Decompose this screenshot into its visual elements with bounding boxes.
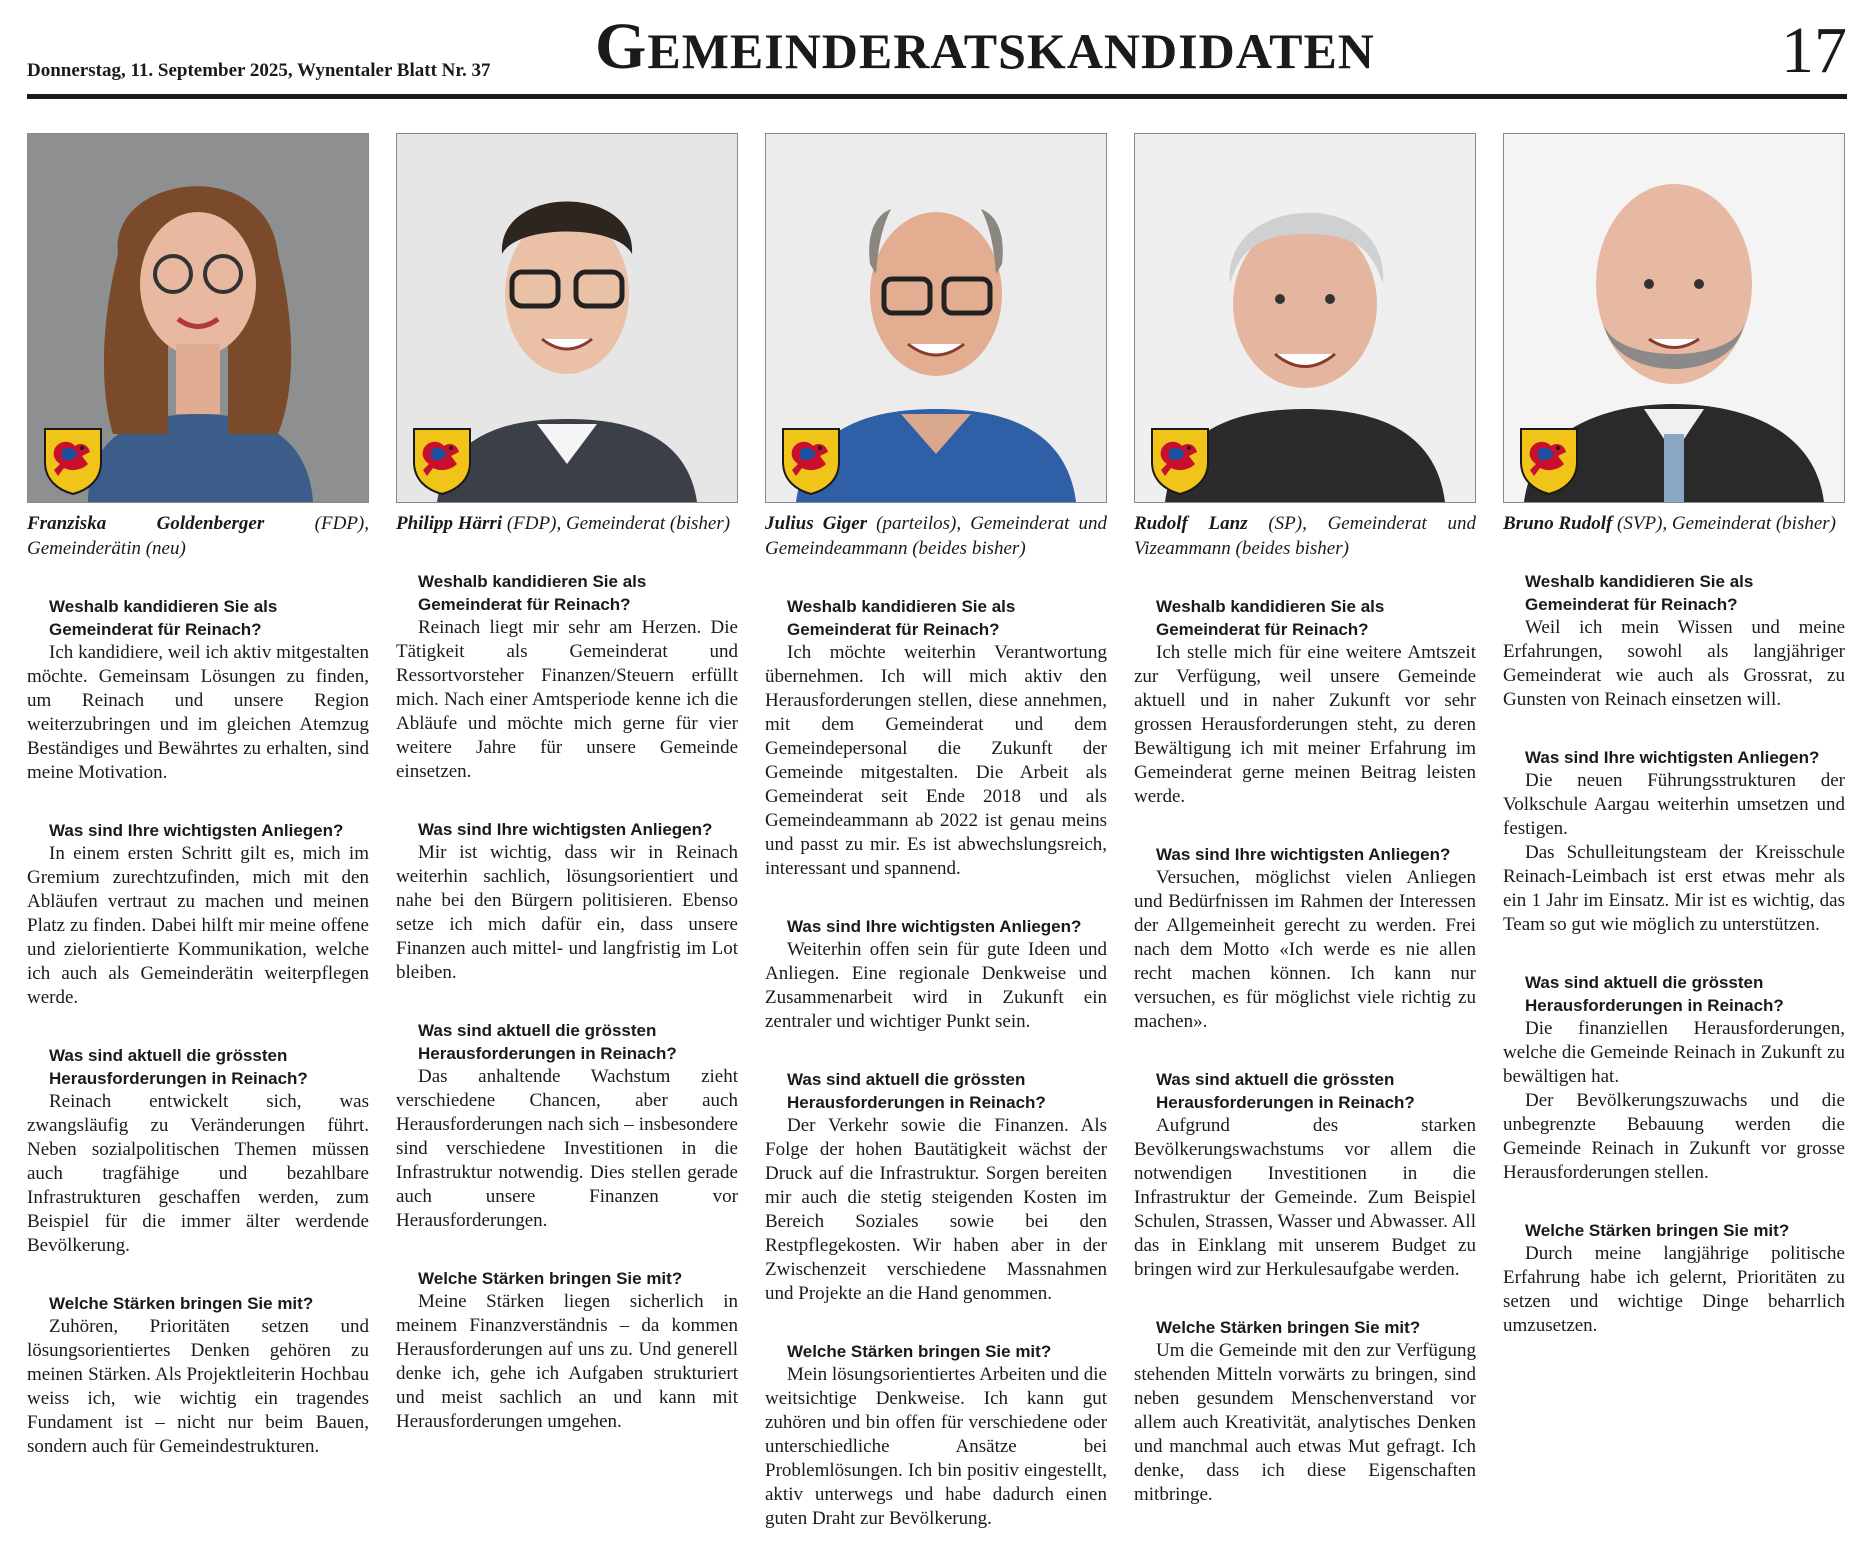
candidate-photo [396,133,738,503]
reinach-crest-icon [411,426,473,496]
candidate-column-5 [1503,133,1845,1338]
question-1: Weshalb kandidieren Sie als Gemeinderat für Reinach? [49,597,278,639]
answer-3: Das anhaltende Wachstum zieht verschiedene Chancen, aber auch Herausforderungen nach sich – insbesondere sind verschiedene Investitionen in die Infrastruktur notwendig. Dies stellen gerade auch unsere Finanzen vor Herausforderungen. [396,1066,738,1231]
question-2: Was sind Ihre wichtigsten Anliegen? [787,917,1082,936]
question-3: Was sind aktuell die grössten Herausforderungen in Reinach? [787,1070,1046,1112]
reinach-crest-icon [1518,426,1580,496]
answer-3: Der Verkehr sowie die Finanzen. Als Folge der hohen Bautätigkeit wächst der Druck auf die Infrastruktur. Sorgen bereiten mir auch die stetig steigenden Kosten im Bereich Soziales sowie bei den Restpflegekosten. Wir haben aber in der Zwischenzeit verschiedene Massnahmen und Projekte an die Hand genommen. [765,1115,1107,1304]
candidate-role: (FDP), Gemeinderat (bisher) [502,513,731,534]
reinach-crest-icon [42,426,104,496]
answer-3: Reinach entwickelt sich, was zwangsläufig zu Veränderungen führt. Neben sozialpolitischen Themen müssen auch tragfähige und bezahlbare Infrastrukturen geschaffen werden, zum Beispiel für die immer älter werdende Bevölkerung. [27,1091,369,1256]
answer-1: Ich stelle mich für eine weitere Amtszeit zur Verfügung, weil unsere Gemeinde aktuell und in naher Zukunft vor sehr grossen Herausforderungen steht, zu deren Bewältigung ich mit meiner Erfahrung im Gemeinderat gerne meinen Beitrag leisten werde. [1134,642,1476,807]
candidate-role: (SVP), Gemeinderat (bisher) [1612,513,1837,534]
title-initial: G [595,10,648,83]
candidate-role: (SP), Gemeinderat und Vizeammann (beides bisher) [1134,513,1476,559]
candidate-column-1 [27,133,369,1459]
question-2: Was sind Ihre wichtigsten Anliegen? [1525,748,1820,767]
answer-4: Meine Stärken liegen sicherlich in meinem Finanzverständnis – da kommen Herausforderungen auf uns zu. Und generell denke ich, gehe ich Aufgaben strukturiert und meist sachlich an und kann mit Herausforderungen umgehen. [396,1291,738,1432]
question-2: Was sind Ihre wichtigsten Anliegen? [418,820,713,839]
candidate-caption [765,511,1107,561]
qa-section [1134,595,1476,1507]
answer-2: Weiterhin offen sein für gute Ideen und Anliegen. Eine regionale Denkweise und Zusammenarbeit wird in Zukunft ein zentraler und wichtiger Punkt sein. [765,939,1107,1032]
question-2: Was sind Ihre wichtigsten Anliegen? [49,821,344,840]
candidate-name: Julius Giger [765,513,868,534]
question-4: Welche Stärken bringen Sie mit? [787,1342,1052,1361]
answer-1: Ich kandidiere, weil ich aktiv mitgestalten möchte. Gemeinsam Lösungen zu finden, um Reinach und unsere Region weiterzubringen und im gleichen Atemzug Beständiges und Bewährtes zu erhalten, sind meine Motivation. [27,642,369,783]
answer-1: Weil ich mein Wissen und meine Erfahrungen, sowohl als langjähriger Gemeinderat wie auch als Grossrat, zu Gunsten von Reinach einsetzen will. [1503,617,1845,710]
question-3: Was sind aktuell die grössten Herausforderungen in Reinach? [49,1046,308,1088]
date-line: Donnerstag, 11. September 2025, Wynentaler Blatt Nr. 37 [27,60,491,81]
answer-4: Zuhören, Prioritäten setzen und lösungsorientiertes Denken gehören zu meinen Stärken. Als Projektleiterin Hochbau weiss ich, wie wichtig ein tragendes Fundament ist – nicht nur beim Bauen, sondern auch für Gemeindestrukturen. [27,1316,369,1457]
answer-3-continued: Der Bevölkerungszuwachs und die unbegrenzte Bebauung werden die Gemeinde Reinach in Zukunft vor grosse Herausforderungen stellen. [1503,1090,1845,1183]
question-4: Welche Stärken bringen Sie mit? [1525,1221,1790,1240]
reinach-crest-icon [1149,426,1211,496]
header-rule [27,94,1847,99]
candidate-name: Bruno Rudolf [1503,513,1613,534]
question-4: Welche Stärken bringen Sie mit? [1156,1318,1421,1337]
answer-1: Ich möchte weiterhin Verantwortung übernehmen. Ich will mich aktiv den Herausforderungen stellen, diese annehmen, mit dem Gemeinderat und dem Gemeindepersonal die Zukunft der Gemeinde mitgestalten. Die Arbeit als Gemeinderat seit Ende 2018 und als Gemeindeammann ab 2022 ist genau meins und passt zu mir. Es ist abwechslungsreich, interessant und spannend. [765,642,1107,879]
candidate-photo [765,133,1107,503]
answer-2: Die neuen Führungsstrukturen der Volkschule Aargau weiterhin umsetzen und festigen. [1503,770,1845,839]
answer-3: Aufgrund des starken Bevölkerungswachstums vor allem die notwendigen Investitionen in die Infrastruktur der Gemeinde. Zum Beispiel Schulen, Strassen, Wasser und Abwasser. All das in Einklang mit unserem Budget zu bringen wird zur Herkulesaufgabe werden. [1134,1115,1476,1280]
reinach-crest-icon [780,426,842,496]
answer-2: In einem ersten Schritt gilt es, mich im Gremium zurechtzufinden, mich mit den Abläufen vertraut zu machen und meinen Platz zu finden. Dabei hilft mir meine offene und zielorientierte Kommunikation, welche ich auch als Gemeinderätin weiterpflegen werde. [27,843,369,1008]
candidate-role: (parteilos), Gemeinderat und Gemeindeammann (beides bisher) [765,513,1108,559]
candidate-photo [27,133,369,503]
question-1: Weshalb kandidieren Sie als Gemeinderat für Reinach? [1156,597,1385,639]
candidate-photo [1503,133,1845,503]
candidate-caption [1503,511,1845,536]
qa-section [1503,570,1845,1338]
answer-4: Mein lösungsorientiertes Arbeiten und die weitsichtige Denkweise. Ich kann gut zuhören und bin offen für verschiedene oder unterschiedliche Ansätze bei Problemlösungen. Ich bin positiv eingestellt, aktiv unterwegs und habe dadurch einen guten Draht zur Bevölkerung. [765,1364,1107,1529]
question-4: Welche Stärken bringen Sie mit? [49,1294,314,1313]
candidate-caption [1134,511,1476,561]
answer-2: Mir ist wichtig, dass wir in Reinach weiterhin sachlich, lösungsorientiert und nahe bei den Bürgern politisieren. Ebenso setze ich mich dafür ein, dass unsere Finanzen auch mittel- und langfristig im Lot bleiben. [396,842,738,983]
candidate-column-4 [1134,133,1476,1507]
answer-3: Die finanziellen Herausforderungen, welche die Gemeinde Reinach in Zukunft zu bewältigen hat. [1503,1018,1845,1087]
candidate-column-3 [765,133,1107,1531]
qa-section [396,570,738,1434]
candidate-caption [396,511,738,536]
question-4: Welche Stärken bringen Sie mit? [418,1269,683,1288]
candidate-caption [27,511,369,561]
candidate-photo [1134,133,1476,503]
answer-1: Reinach liegt mir sehr am Herzen. Die Tätigkeit als Gemeinderat und Ressortvorsteher Finanzen/Steuern erfüllt mich. Nach einer Amtsperiode kenne ich die Abläufe und möchte mich gerne für vier weitere Jahre für unsere Gemeinde einsetzen. [396,617,738,782]
qa-section [27,595,369,1459]
candidate-column-2 [396,133,738,1434]
page-number: 17 [1781,14,1847,87]
page-header [27,0,1847,100]
candidate-name: Franziska Goldenberger [27,513,265,534]
question-1: Weshalb kandidieren Sie als Gemeinderat für Reinach? [787,597,1016,639]
question-3: Was sind aktuell die grössten Herausforderungen in Reinach? [1156,1070,1415,1112]
answer-2-continued: Das Schulleitungsteam der Kreisschule Reinach-Leimbach ist erst etwas mehr als ein 1 Jahr im Einsatz. Mir ist es wichtig, das Team so gut wie möglich zu unterstützen. [1503,842,1845,935]
question-3: Was sind aktuell die grössten Herausforderungen in Reinach? [1525,973,1784,1015]
answer-4: Durch meine langjährige politische Erfahrung habe ich gelernt, Prioritäten zu setzen und wichtige Dinge beharrlich umzusetzen. [1503,1243,1845,1336]
question-1: Weshalb kandidieren Sie als Gemeinderat für Reinach? [418,572,647,614]
page-title [595,10,1375,83]
question-1: Weshalb kandidieren Sie als Gemeinderat für Reinach? [1525,572,1754,614]
candidate-name: Rudolf Lanz [1134,513,1248,534]
candidate-role: (FDP), Gemeinderätin (neu) [27,513,370,559]
answer-2: Versuchen, möglichst vielen Anliegen und Bedürfnissen im Rahmen der Interessen der Allgemeinheit gerecht zu werden. Frei nach dem Motto «Ich werde es nie allen recht machen können. Ich kann nur versuchen, es für möglichst viele richtig zu machen». [1134,867,1476,1032]
question-2: Was sind Ihre wichtigsten Anliegen? [1156,845,1451,864]
title-rest: EMEINDERATSKANDIDATEN [647,23,1375,79]
candidate-name: Philipp Härri [396,513,503,534]
question-3: Was sind aktuell die grössten Herausforderungen in Reinach? [418,1021,677,1063]
answer-4: Um die Gemeinde mit den zur Verfügung stehenden Mitteln vorwärts zu bringen, sind neben gesundem Menschenverstand vor allem auch Kreativität, analytisches Denken und manchmal auch etwas Mut gefragt. Ich denke, dass ich diese Eigenschaften mitbringe. [1134,1340,1476,1505]
qa-section [765,595,1107,1531]
